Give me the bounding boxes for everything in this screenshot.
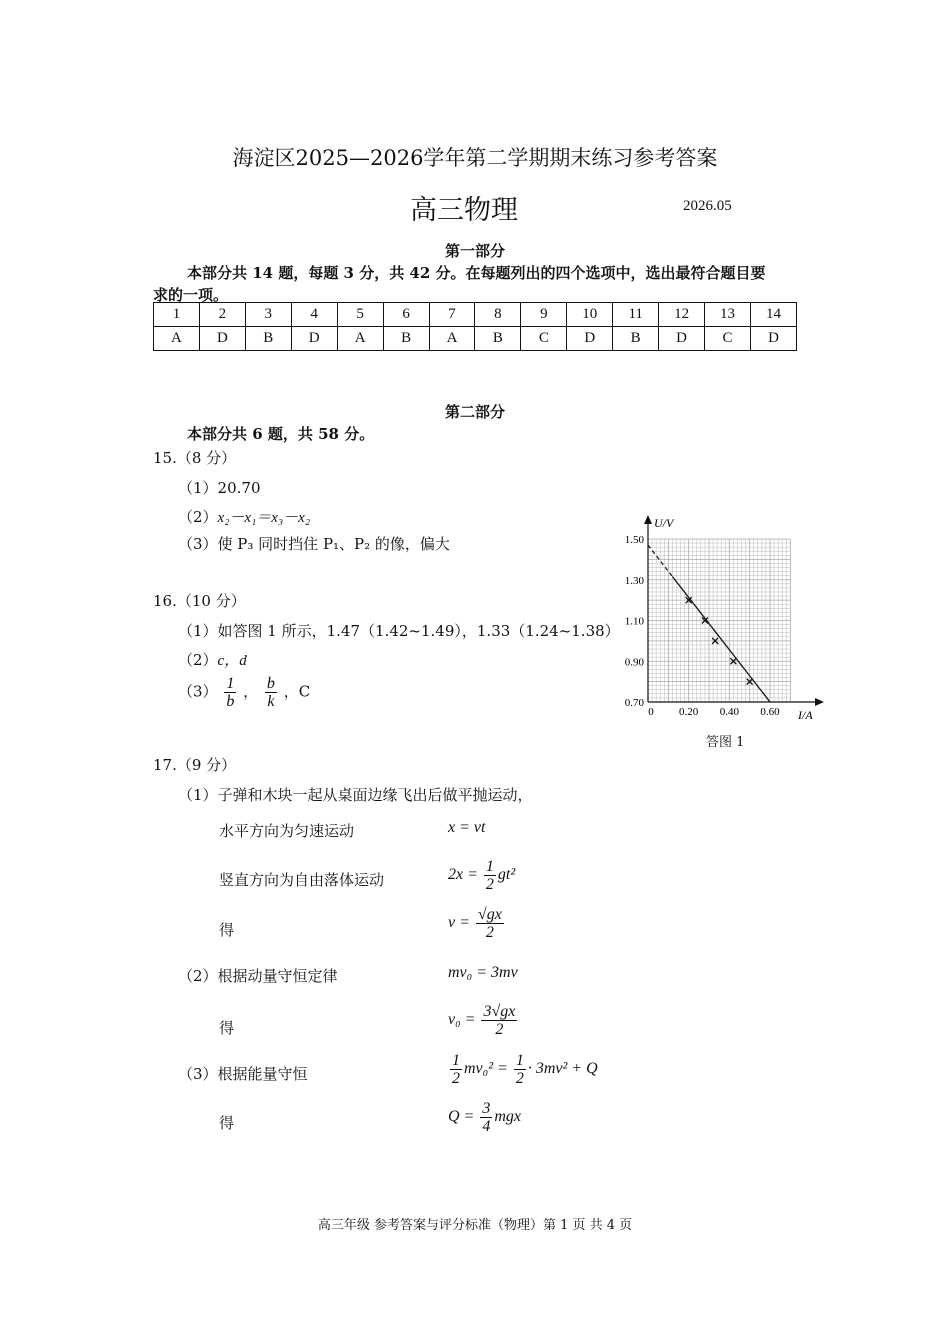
question-number: 6: [383, 303, 429, 327]
q17-label: 17.（9 分）: [153, 756, 237, 774]
x-axis-arrow: [815, 698, 824, 706]
answer-cell: D: [567, 327, 613, 351]
q16-label: 16.（10 分）: [153, 592, 246, 610]
y-tick-label: 1.10: [624, 615, 644, 628]
y-tick-label: 1.50: [624, 534, 644, 546]
q15-answer-3: （3）使 P₃ 同时挡住 P₁、P₂ 的像，偏大: [178, 535, 450, 553]
q17-answer-3-text: （3）根据能量守恒: [178, 1065, 308, 1083]
q15-answer-2: [178, 506, 310, 527]
q17-line2-text: 竖直方向为自由落体运动: [219, 871, 385, 889]
q16-answer-2: [178, 649, 247, 670]
page-footer: 高三年级 参考答案与评分标准（物理）第 1 页 共 4 页: [317, 1218, 633, 1233]
question-number: 5: [337, 303, 383, 327]
q17-line3-text: 得: [219, 921, 235, 939]
answer-cell: D: [291, 327, 337, 351]
fraction-1-over-b: $\frac{1}{b}$: [226, 675, 235, 710]
q15-label: 15.（8 分）: [153, 449, 237, 467]
q16-answer-2-prefix: （2）: [178, 651, 218, 669]
q15-answer-2-prefix: （2）: [178, 508, 218, 526]
question-number: 10: [567, 303, 613, 327]
y-tick-label: 1.30: [624, 574, 644, 587]
answer-row: [154, 327, 797, 351]
question-number: 14: [750, 303, 796, 327]
answer-table: [153, 302, 797, 351]
answer-cell: D: [199, 327, 245, 351]
q17-line1-text: 水平方向为匀速运动: [219, 822, 355, 840]
part1-instruction-line1: 本部分共 14 题，每题 3 分，共 42 分。在每题列出的四个选项中，选出最符合题目要: [187, 264, 766, 282]
q16-answer-2-expr: c，d: [217, 653, 247, 669]
q17-answer-2-eq: mv₀ = 3mv: [448, 964, 518, 981]
fraction-b-over-k: $\frac{b}{k}$: [266, 675, 275, 710]
q15-answer-2-expr: x₂－x₁＝x₃－x₂: [217, 510, 311, 526]
answer-cell: B: [245, 327, 291, 351]
q16-answer-3-prefix: （3）: [178, 682, 218, 701]
part1-heading: 第一部分: [444, 242, 505, 260]
x-tick-label: 0.60: [760, 706, 780, 718]
question-number: 7: [429, 303, 475, 327]
answer-cell: A: [429, 327, 475, 351]
q17-line3-eq: v = $\frac{√gx}{2}$: [448, 906, 502, 941]
part2-heading: 第二部分: [444, 403, 505, 421]
subject-title: 高三物理: [410, 195, 518, 226]
y-tick-label: 0.90: [624, 656, 644, 669]
q17-answer-2-get: 得: [219, 1019, 235, 1037]
q17-answer-2-text: （2）根据动量守恒定律: [178, 967, 338, 985]
question-number: 9: [521, 303, 567, 327]
q17-answer-3-result: Q = $\frac{3}{4}$ mgx: [448, 1100, 522, 1135]
figure-caption: 答图 1: [706, 735, 745, 750]
x-tick-label: 0: [648, 706, 654, 718]
q17-answer-3-eq: $\frac{1}{2}$ mv₀² = $\frac{1}{2}$ · 3mv² + Q: [452, 1052, 598, 1087]
question-number-row: [154, 303, 797, 327]
part1-instruction-line2: 求的一项。: [153, 286, 229, 304]
q16-answer-3: （3） $\frac{1}{b}$ ， $\frac{b}{k}$ ，C: [178, 675, 311, 710]
q17-line1-eq: x = vt: [448, 819, 486, 836]
answer-cell: D: [659, 327, 705, 351]
question-number: 2: [199, 303, 245, 327]
question-number: 4: [291, 303, 337, 327]
part2-instruction: 本部分共 6 题，共 58 分。: [187, 425, 375, 443]
answer-cell: B: [613, 327, 659, 351]
q15-answer-1: （1）20.70: [178, 479, 261, 497]
q17-line2-eq: 2x = $\frac{1}{2}$ gt²: [448, 858, 516, 893]
answer-cell: C: [521, 327, 567, 351]
q16-answer-3-tail: ，C: [283, 682, 311, 701]
question-number: 12: [659, 303, 705, 327]
question-number: 1: [154, 303, 200, 327]
q17-answer-1-intro: （1）子弹和木块一起从桌面边缘飞出后做平抛运动，: [178, 786, 533, 804]
x-tick-label: 0.20: [679, 706, 699, 718]
x-tick-label: 0.40: [719, 706, 739, 718]
answer-cell: B: [383, 327, 429, 351]
q17-answer-2-result: v₀ = $\frac{3√gx}{2}$: [448, 1003, 516, 1038]
question-number: 3: [245, 303, 291, 327]
answer-cell: B: [475, 327, 521, 351]
q16-answer-1: （1）如答图 1 所示，1.47（1.42~1.49），1.33（1.24~1.38）: [178, 622, 620, 640]
question-number: 11: [613, 303, 659, 327]
document-title: 海淀区2025—2026学年第二学期期末练习参考答案: [232, 146, 718, 170]
answer-cell: A: [154, 327, 200, 351]
answer-cell: D: [750, 327, 796, 351]
question-number: 13: [705, 303, 751, 327]
answer-cell: A: [337, 327, 383, 351]
y-tick-label: 0.70: [624, 697, 644, 709]
answer-cell: C: [705, 327, 751, 351]
exam-date: 2026.05: [683, 198, 732, 214]
y-axis-arrow: [644, 515, 652, 524]
answer-figure-1: [610, 512, 835, 727]
q17-answer-3-get: 得: [219, 1114, 235, 1132]
y-axis-label: U/V: [654, 516, 674, 530]
question-number: 8: [475, 303, 521, 327]
x-axis-label: I/A: [798, 708, 813, 722]
